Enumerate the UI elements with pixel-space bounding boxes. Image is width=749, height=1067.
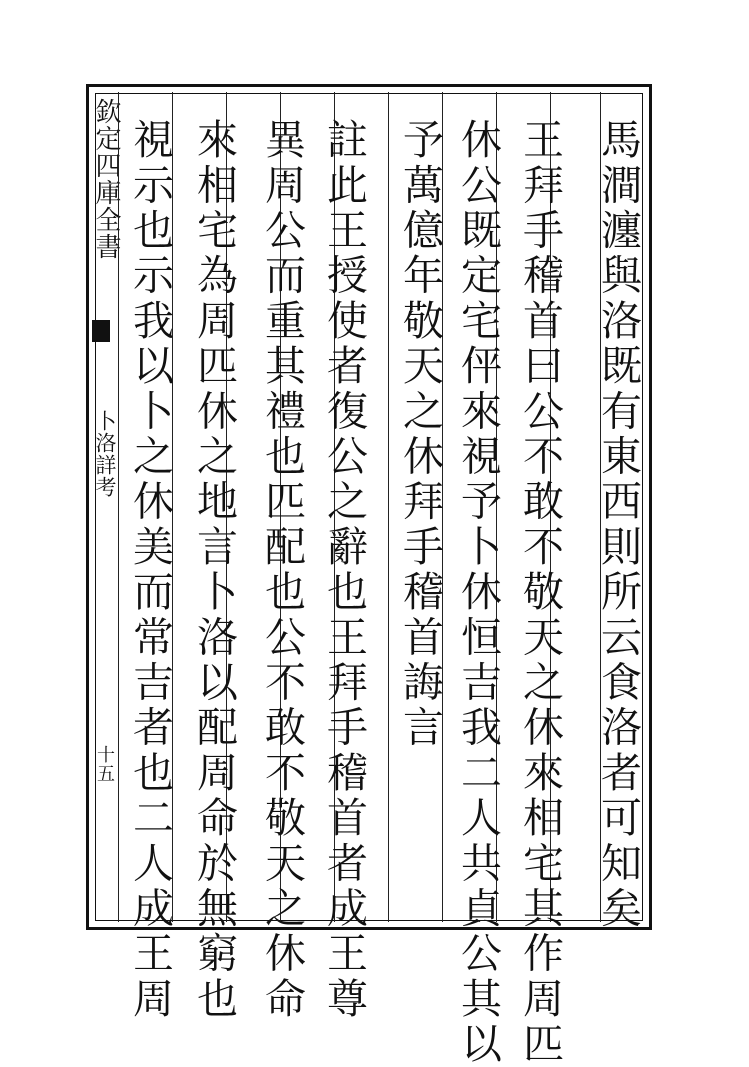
text-column-4: 予萬億年敬天之休拜手稽首誨言: [396, 118, 444, 751]
text-column-6: 異周公而重其禮也匹配也公不敢不敬天之休命: [258, 118, 306, 1022]
margin-title: 欽定四庫全書: [91, 98, 121, 260]
text-column-2: 王拜手稽首曰公不敢不敬天之休來相宅其作周匹: [516, 118, 564, 1067]
text-column-5: 註此王授使者復公之辭也王拜手稽首者成王尊: [320, 118, 368, 1022]
column-rule: [388, 92, 389, 922]
margin-page-number: 十五: [94, 745, 115, 783]
text-column-3: 休公既定宅伻來視予卜休恒吉我二人共貞公其以: [454, 118, 502, 1067]
text-column-1: 馬澗瀍與洛既有東西則所云食洛者可知矣: [594, 118, 642, 932]
margin-section: 卜洛詳考: [93, 410, 117, 498]
column-rule: [118, 92, 119, 922]
fishtail-mark: [92, 320, 110, 342]
text-column-8: 視示也示我以卜之休美而常吉者也二人成王周: [126, 118, 174, 1022]
text-column-7: 來相宅為周匹休之地言卜洛以配周命於無窮也: [190, 118, 238, 1022]
